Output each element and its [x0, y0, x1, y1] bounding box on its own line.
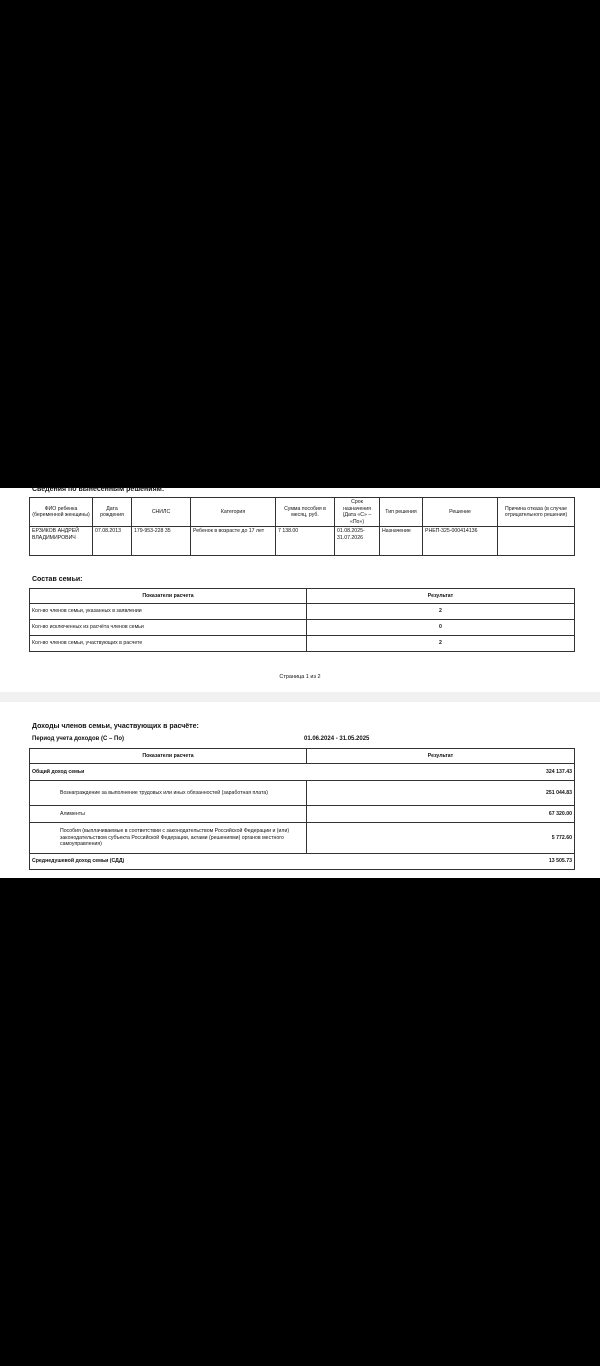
family-row-value: 2 [307, 604, 575, 620]
cell-period: 01.08.2025-31.07.2026 [335, 527, 380, 556]
document-page-2 [0, 702, 600, 878]
family-row-label: Кол-во исключенных из расчёта членов семьи [30, 620, 307, 636]
family-header-indicator: Показатели расчета [30, 589, 307, 604]
cell-snils: 179-953-228 35 [132, 527, 191, 556]
income-item-row [30, 806, 575, 823]
income-total-value: 324 137.43 [307, 764, 575, 781]
header-child-name: ФИО ребенка (беременной женщины) [30, 498, 93, 527]
family-row [30, 604, 575, 620]
income-header-indicator: Показатели расчета [30, 749, 307, 764]
document-page-1 [0, 488, 600, 692]
income-item-row [30, 823, 575, 854]
header-refusal-reason: Причина отказа (в случае отрицательного решения) [498, 498, 575, 527]
family-row-label: Кол-во членов семьи, участвующих в расчете [30, 636, 307, 652]
family-title: Состав семьи: [32, 576, 83, 583]
income-total-label: Общий доход семьи [30, 764, 307, 781]
header-decision-type: Тип решения [380, 498, 423, 527]
family-row-label: Кол-во членов семьи, указанных в заявлении [30, 604, 307, 620]
income-avg-value: 13 505.73 [307, 854, 575, 870]
cell-amount: 7 138.00 [276, 527, 335, 556]
cell-category: Ребенок в возрасте до 17 лет [191, 527, 276, 556]
decisions-table [29, 497, 575, 556]
income-item-label: Алименты [30, 806, 307, 823]
header-period: Срок назначения (Дата «С» – «По») [335, 498, 380, 527]
income-total-row [30, 764, 575, 781]
family-row [30, 620, 575, 636]
cell-decision: РНЕП-325-000414136 [423, 527, 498, 556]
income-item-value: 5 772.60 [307, 823, 575, 854]
decisions-row [30, 527, 575, 556]
income-item-label: Вознаграждение за выполнение трудовых или иных обязанностей (заработная плата) [30, 781, 307, 806]
family-row-value: 2 [307, 636, 575, 652]
income-header-row [30, 749, 575, 764]
family-header-result: Результат [307, 589, 575, 604]
page-separator [0, 692, 600, 702]
cell-child-name: ЕРЗИКОВ АНДРЕЙ ВЛАДИМИРОВИЧ [30, 527, 93, 556]
income-item-row [30, 781, 575, 806]
income-table [29, 748, 575, 870]
cell-refusal-reason [498, 527, 575, 556]
family-table [29, 588, 575, 652]
income-item-label: Пособия (выплачиваемые в соответствии с законодательством Российской Федерации и (или) законодательством субъекта Российской Федерации, актами (решениями) органов местного самоуправления) [30, 823, 307, 854]
header-amount: Сумма пособия в месяц, руб. [276, 498, 335, 527]
family-row-value: 0 [307, 620, 575, 636]
income-avg-row [30, 854, 575, 870]
income-header-result: Результат [307, 749, 575, 764]
income-item-value: 251 044.83 [307, 781, 575, 806]
page-number: Страница 1 из 2 [279, 674, 321, 680]
cell-decision-type: Назначение [380, 527, 423, 556]
income-item-value: 67 320.00 [307, 806, 575, 823]
family-row [30, 636, 575, 652]
cell-birth-date: 07.08.2013 [93, 527, 132, 556]
decisions-title: Сведения по вынесенным решениям: [32, 486, 165, 493]
header-category: Категория [191, 498, 276, 527]
header-snils: СНИЛС [132, 498, 191, 527]
period-value: 01.06.2024 - 31.05.2025 [304, 736, 370, 742]
decisions-header-row [30, 498, 575, 527]
header-birth-date: Дата рождения [93, 498, 132, 527]
income-avg-label: Среднедушевой доход семьи (СДД) [30, 854, 307, 870]
period-label: Период учета доходов (С – По) [32, 736, 124, 742]
header-decision: Решение [423, 498, 498, 527]
income-title: Доходы членов семьи, участвующих в расчёте: [32, 723, 199, 730]
family-header-row [30, 589, 575, 604]
